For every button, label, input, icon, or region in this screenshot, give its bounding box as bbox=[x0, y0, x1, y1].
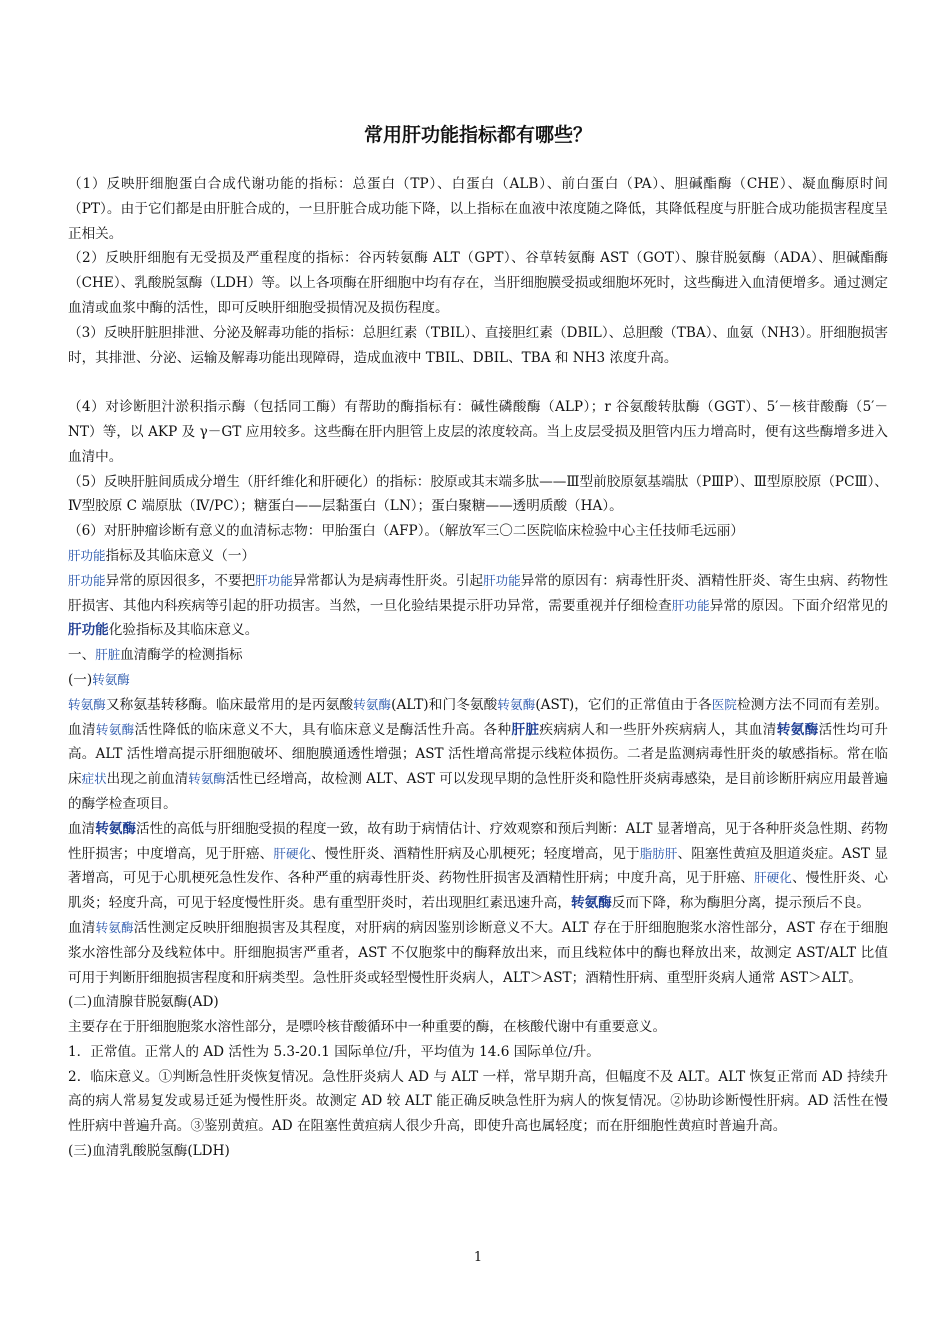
keyword-link[interactable]: 肝功能 bbox=[255, 572, 293, 588]
keyword-link[interactable]: 肝功能 bbox=[68, 622, 109, 639]
text-run: 活性降低的临床意义不大，具有临床意义是酶活性升高。各种 bbox=[134, 721, 512, 738]
keyword-link[interactable]: 转氨酶 bbox=[95, 919, 134, 935]
subheading-ad: (二)血清腺苷脱氨酶(AD) bbox=[68, 994, 219, 1011]
keyword-link[interactable]: 脂肪肝 bbox=[639, 845, 678, 861]
text-run: 、慢性肝炎、心肌炎；轻度升高，可见于轻度慢性肝炎。患有重型肝炎时，若出现胆红素迅速升高， bbox=[68, 870, 888, 912]
paragraph-1: （1）反映肝细胞蛋白合成代谢功能的指标：总蛋白（TP）、白蛋白（ALB）、前白蛋白（PA）、胆碱酯酶（CHE）、凝血酶原时间（PT）。由于它们都是由肝脏合成的，一旦肝脏合成功能下降，以上指标在血液中浓度随之降低，其降低程度与肝脏合成功能损害程度呈正相关。 bbox=[68, 176, 888, 242]
text-run: 血清 bbox=[68, 919, 96, 936]
paragraph-spacer bbox=[68, 370, 888, 395]
paragraph-ad-clinical: 2．临床意义。①判断急性肝炎恢复情况。急性肝炎病人 AD 与 ALT 一样，常早期升高，但幅度不及 ALT。ALT 恢复正常而 AD 持续升高的病人常易复发或易迁延为慢性肝炎。故测定 AD 较 ALT 能正确反映急性肝为病人的恢复情况。②协助诊断慢性肝病。AD 活性在慢性肝病中普遍升高。③鉴别黄疸。AD 在阻塞性黄疸病人很少升高，即使升高也属轻度；而在肝细胞性黄疸时普遍升高。 bbox=[68, 1068, 888, 1135]
keyword-link[interactable]: 肝硬化 bbox=[273, 845, 312, 861]
text-run: 、阻塞性黄疸及胆道炎症。AST 显著增高，可见于心肌梗死急性发作、各种严重的病毒性肝炎、药物性肝损害及酒精性肝病；中度升高，见于肝癌、 bbox=[68, 845, 888, 887]
keyword-link[interactable]: 肝硬化 bbox=[754, 870, 793, 886]
keyword-link[interactable]: 肝脏 bbox=[511, 721, 540, 738]
text-run: 活性均可升高。ALT 活性增高提示肝细胞破坏、细胞膜通透性增强；AST 活性增高常提示线粒体损伤。二者是监测病毒性肝炎的敏感指标。常在临床 bbox=[68, 721, 889, 788]
text-run: 检测方法不同而有差别。血清 bbox=[68, 696, 888, 738]
paragraph-5: （5）反映肝脏间质成分增生（肝纤维化和肝硬化）的指标：胶原或其末端多肽——Ⅲ型前胶原氨基端肽（PⅢP）、Ⅲ型原胶原（PCⅢ）、Ⅳ型胶原 C 端原肽（Ⅳ/PC）；糖蛋白——层黏蛋白（LN）；蛋白聚糖——透明质酸（HA）。 bbox=[68, 473, 888, 515]
paragraph-transaminase bbox=[68, 693, 888, 817]
subheading-ldh: (三)血清乳酸脱氢酶(LDH) bbox=[68, 1143, 230, 1160]
paragraph-transaminase-ratio bbox=[68, 916, 888, 990]
keyword-link[interactable]: 转氨酶 bbox=[353, 696, 392, 712]
text-run: 血清 bbox=[68, 820, 96, 837]
text-run: 、慢性肝炎、酒精性肝病及心肌梗死；轻度增高，见于 bbox=[311, 845, 640, 862]
paragraph-2: （2）反映肝细胞有无受损及严重程度的指标：谷丙转氨酶 ALT（GPT）、谷草转氨酶 AST（GOT）、腺苷脱氨酶（ADA）、胆碱酯酶（CHE）、乳酸脱氢酶（LDH）等。以上各项酶在肝细胞中均有存在，当肝细胞膜受损或细胞坏死时，这些酶进入血清便增多。通过测定血清或血浆中酶的活性，即可反映肝细胞受损情况及损伤程度。 bbox=[68, 250, 888, 316]
text-run: 异常的原因很多，不要把 bbox=[105, 572, 256, 589]
keyword-link[interactable]: 转氨酶 bbox=[95, 721, 135, 737]
keyword-link[interactable]: 转氨酶 bbox=[92, 671, 130, 687]
subheading-transaminase bbox=[68, 668, 888, 693]
keyword-link[interactable]: 转氨酶 bbox=[497, 696, 536, 712]
paragraph-transaminase-levels bbox=[68, 817, 888, 916]
text-run: 指标及其临床意义（一） bbox=[105, 547, 256, 564]
keyword-link[interactable]: 肝功能 bbox=[671, 597, 710, 613]
section-heading-serum-enzymes bbox=[68, 643, 888, 668]
text-run: 又称氨基转移酶。临床最常用的是丙氨酸 bbox=[105, 696, 354, 713]
keyword-link[interactable]: 肝脏 bbox=[95, 647, 121, 663]
keyword-link[interactable]: 肝功能 bbox=[483, 572, 521, 588]
paragraph-3: （3）反映肝脏胆排泄、分泌及解毒功能的指标：总胆红素（TBIL）、直接胆红素（DBIL）、总胆酸（TBA）、血氨（NH3）。肝细胞损害时，其排泄、分泌、运输及解毒功能出现障碍，造成血液中 TBIL、DBIL、TBA 和 NH3 浓度升高。 bbox=[68, 324, 888, 366]
text-run: 异常的原因有：病毒性肝炎、酒精性肝炎、寄生虫病、药物性肝损害、其他内科疾病等引起的肝功损害。当然，一旦化验结果提示肝功异常，需要重视并仔细检查 bbox=[68, 572, 888, 614]
text-run: (AST)，它们的正常值由于各 bbox=[535, 696, 712, 713]
text-run: (ALT)和门冬氨酸 bbox=[391, 696, 498, 713]
section-heading-liver-function bbox=[68, 544, 888, 569]
text-run: 一、 bbox=[68, 647, 96, 664]
keyword-link[interactable]: 肝功能 bbox=[68, 572, 106, 588]
document-body bbox=[68, 172, 888, 1164]
text-run: 活性测定反映肝细胞损害及其程度，对肝病的病因鉴别诊断意义不大。ALT 存在于肝细胞胞浆水溶性部分，AST 存在于细胞浆水溶性部分及线粒体中。肝细胞损害严重者，AST 不仅胞浆中的酶释放出来，而且线粒体中的酶也释放出来，故测定 AST/ALT 比值可用于判断肝细胞损害程度和肝病类型。急性肝炎或轻型慢性肝炎病人，ALT＞AST；酒精性肝病、重型肝炎病人通常 AST＞ALT。 bbox=[68, 919, 889, 986]
text-run: 异常的原因。下面介绍常见的 bbox=[709, 597, 888, 614]
keyword-link[interactable]: 转氨酶 bbox=[776, 721, 819, 738]
keyword-link[interactable]: 转氨酶 bbox=[68, 696, 106, 712]
text-run: 化验指标及其临床意义。 bbox=[108, 622, 259, 639]
keyword-link[interactable]: 症状 bbox=[81, 771, 107, 787]
keyword-link[interactable]: 转氨酶 bbox=[570, 895, 612, 912]
keyword-link[interactable]: 转氨酶 bbox=[95, 820, 137, 837]
text-run: 出现之前血清 bbox=[106, 771, 189, 788]
text-run: 活性的高低与肝细胞受损的程度一致，故有助于病情估计、疗效观察和预后判断：ALT 显著增高，见于各种肝炎急性期、药物性肝损害；中度增高，见于肝癌、 bbox=[68, 820, 889, 862]
text-run: 血清酶学的检测指标 bbox=[120, 647, 243, 664]
paragraph-ad-location: 主要存在于肝细胞胞浆水溶性部分，是嘌呤核苷酸循环中一种重要的酶，在核酸代谢中有重要意义。 bbox=[68, 1019, 667, 1036]
text-run: 活性已经增高，故检测 ALT、AST 可以发现早期的急性肝炎和隐性肝炎病毒感染，是目前诊断肝病应用最普遍的酶学检查项目。 bbox=[68, 771, 888, 812]
keyword-link[interactable]: 医院 bbox=[711, 696, 737, 712]
page-number: 1 bbox=[473, 1250, 483, 1265]
text-run: (一) bbox=[68, 671, 93, 688]
document-title: 常用肝功能指标都有哪些？ bbox=[363, 124, 592, 146]
paragraph-intro bbox=[68, 569, 888, 643]
text-run: 疾病病人和一些肝外疾病病人，其血清 bbox=[539, 721, 777, 738]
paragraph-6: （6）对肝肿瘤诊断有意义的血清标志物：甲胎蛋白（AFP）。（解放军三〇二医院临床检验中心主任技师毛远丽） bbox=[68, 523, 744, 540]
keyword-link[interactable]: 肝功能 bbox=[68, 547, 106, 563]
keyword-link[interactable]: 转氨酶 bbox=[188, 771, 226, 787]
paragraph-4: （4）对诊断胆汁淤积指示酶（包括同工酶）有帮助的酶指标有：碱性磷酸酶（ALP）；r 谷氨酸转肽酶（GGT）、5′－核苷酸酶（5′－NT）等，以 AKP 及 γ－GT 应用较多。这些酶在肝内胆管上皮层的浓度较高。当上皮层受损及胆管内压力增高时，便有这些酶增多进入血清中。 bbox=[68, 399, 888, 465]
text-run: 反而下降，称为酶胆分离，提示预后不良。 bbox=[611, 895, 871, 912]
text-run: 异常都认为是病毒性肝炎。引起 bbox=[292, 572, 484, 589]
paragraph-ad-normal: 1．正常值。正常人的 AD 活性为 5.3-20.1 国际单位/升，平均值为 14.6 国际单位/升。 bbox=[68, 1043, 600, 1060]
